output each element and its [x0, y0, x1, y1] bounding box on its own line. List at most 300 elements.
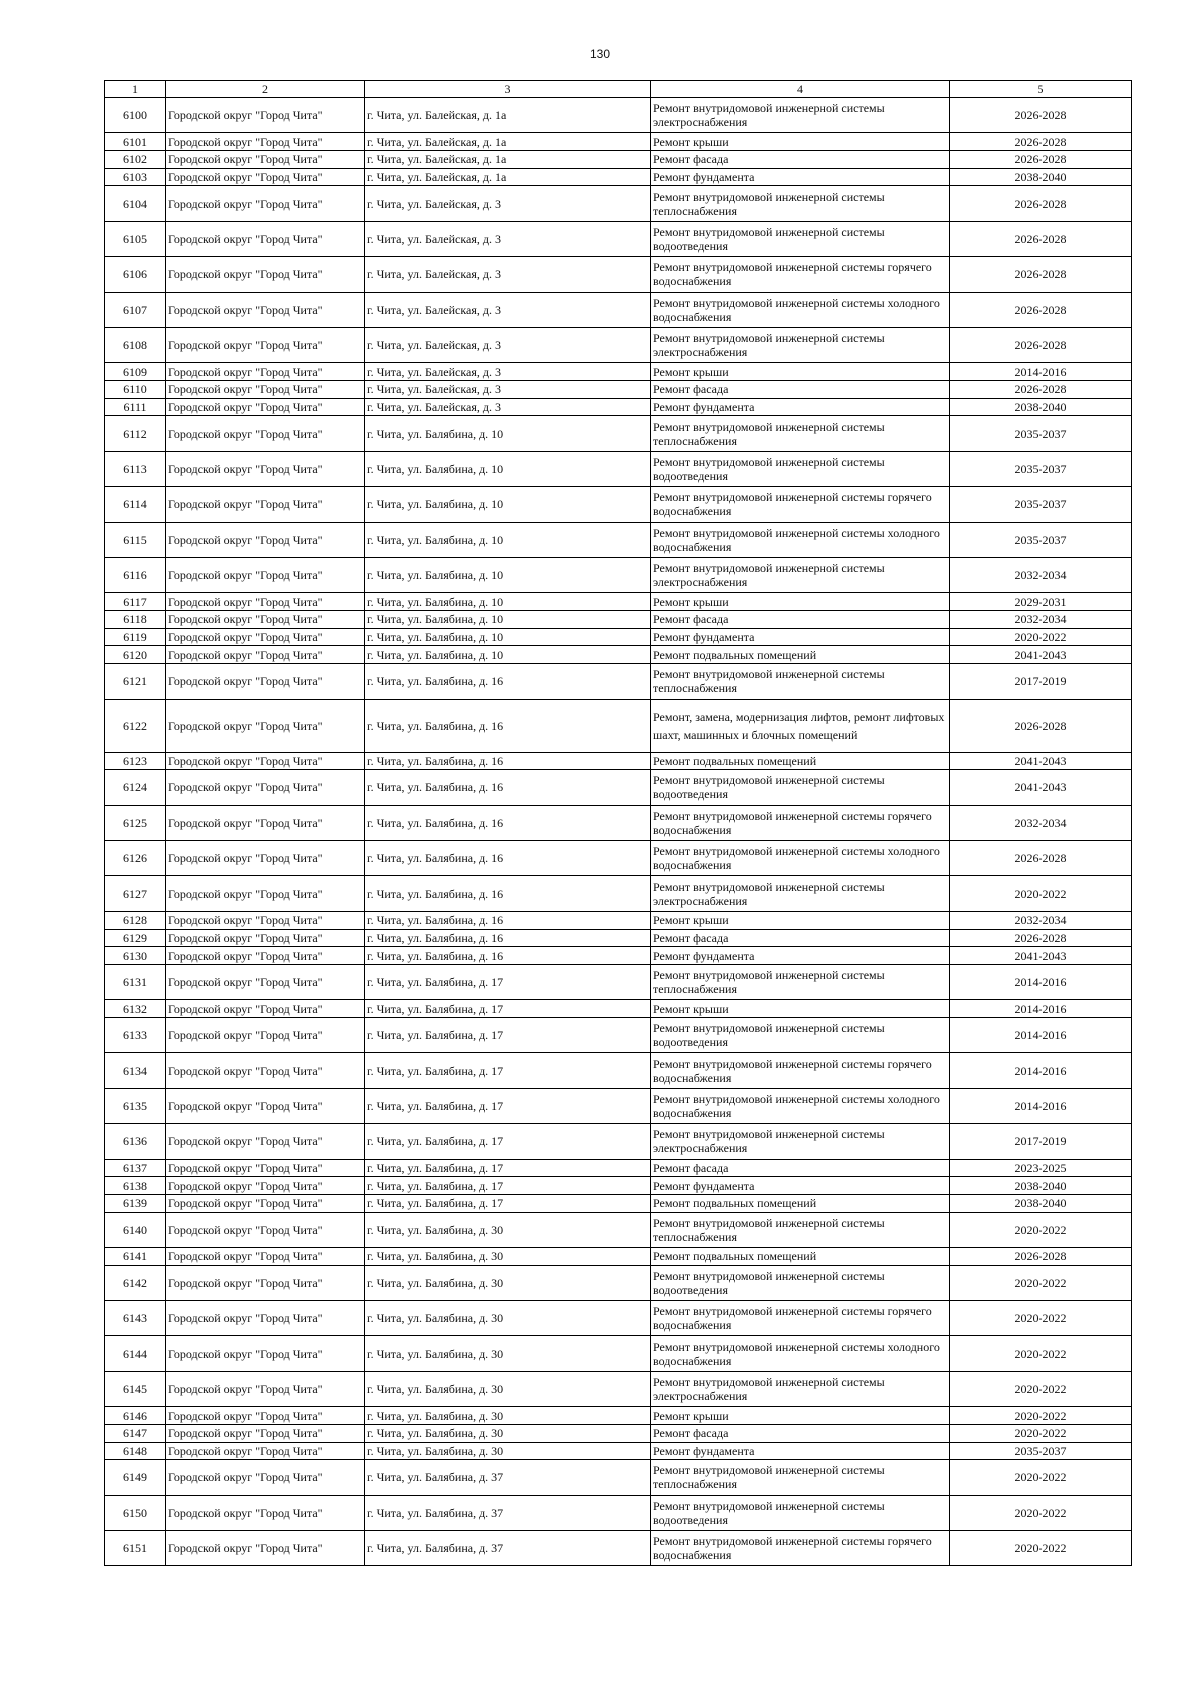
planned-period-cell: 2035-2037 [950, 1442, 1132, 1460]
municipality-cell: Городской округ "Город Чита" [166, 522, 365, 557]
row-number: 6128 [105, 911, 166, 929]
work-type-cell: Ремонт внутридомовой инженерной системы водоотведения [651, 1495, 950, 1530]
table-row [105, 1053, 1132, 1088]
work-type-cell: Ремонт внутридомовой инженерной системы водоотведения [651, 221, 950, 256]
address-cell: г. Чита, ул. Балябина, д. 16 [365, 664, 651, 699]
row-number: 6138 [105, 1177, 166, 1195]
planned-period-cell: 2038-2040 [950, 1194, 1132, 1212]
address-cell: г. Чита, ул. Балябина, д. 16 [365, 752, 651, 770]
work-type-cell: Ремонт фундамента [651, 628, 950, 646]
address-cell: г. Чита, ул. Балейская, д. 3 [365, 381, 651, 399]
address-cell: г. Чита, ул. Балейская, д. 1а [365, 168, 651, 186]
table-row [105, 664, 1132, 699]
planned-period-cell: 2029-2031 [950, 593, 1132, 611]
address-cell: г. Чита, ул. Балябина, д. 37 [365, 1495, 651, 1530]
planned-period-cell: 2032-2034 [950, 611, 1132, 629]
municipality-cell: Городской округ "Город Чита" [166, 1531, 365, 1566]
planned-period-cell: 2020-2022 [950, 1301, 1132, 1336]
work-type-cell: Ремонт крыши [651, 911, 950, 929]
planned-period-cell: 2026-2028 [950, 1247, 1132, 1265]
table-row [105, 1407, 1132, 1425]
planned-period-cell: 2035-2037 [950, 416, 1132, 451]
work-type-cell: Ремонт внутридомовой инженерной системы горячего водоснабжения [651, 487, 950, 522]
municipality-cell: Городской округ "Город Чита" [166, 947, 365, 965]
row-number: 6101 [105, 133, 166, 151]
repair-schedule-table [104, 80, 1132, 1566]
work-type-cell: Ремонт внутридомовой инженерной системы горячего водоснабжения [651, 257, 950, 292]
planned-period-cell: 2026-2028 [950, 699, 1132, 752]
municipality-cell: Городской округ "Город Чита" [166, 1301, 365, 1336]
table-row [105, 752, 1132, 770]
address-cell: г. Чита, ул. Балябина, д. 17 [365, 1194, 651, 1212]
work-type-cell: Ремонт фундамента [651, 398, 950, 416]
municipality-cell: Городской округ "Город Чита" [166, 292, 365, 327]
address-cell: г. Чита, ул. Балябина, д. 10 [365, 628, 651, 646]
municipality-cell: Городской округ "Город Чита" [166, 257, 365, 292]
work-type-cell: Ремонт фундамента [651, 168, 950, 186]
row-number: 6121 [105, 664, 166, 699]
address-cell: г. Чита, ул. Балябина, д. 10 [365, 593, 651, 611]
row-number: 6142 [105, 1265, 166, 1300]
planned-period-cell: 2032-2034 [950, 805, 1132, 840]
column-header: 1 [105, 81, 166, 98]
table-row [105, 221, 1132, 256]
table-row [105, 558, 1132, 593]
municipality-cell: Городской округ "Город Чита" [166, 911, 365, 929]
row-number: 6116 [105, 558, 166, 593]
planned-period-cell: 2014-2016 [950, 363, 1132, 381]
work-type-cell: Ремонт внутридомовой инженерной системы теплоснабжения [651, 416, 950, 451]
planned-period-cell: 2020-2022 [950, 1371, 1132, 1406]
address-cell: г. Чита, ул. Балябина, д. 30 [365, 1407, 651, 1425]
table-row [105, 416, 1132, 451]
work-type-cell: Ремонт внутридомовой инженерной системы электроснабжения [651, 876, 950, 911]
municipality-cell: Городской округ "Город Чита" [166, 646, 365, 664]
table-row [105, 699, 1132, 752]
municipality-cell: Городской округ "Город Чита" [166, 381, 365, 399]
address-cell: г. Чита, ул. Балейская, д. 3 [365, 221, 651, 256]
address-cell: г. Чита, ул. Балябина, д. 10 [365, 416, 651, 451]
municipality-cell: Городской округ "Город Чита" [166, 1124, 365, 1159]
table-row [105, 911, 1132, 929]
table-row [105, 151, 1132, 169]
planned-period-cell: 2023-2025 [950, 1159, 1132, 1177]
table-row [105, 947, 1132, 965]
address-cell: г. Чита, ул. Балейская, д. 3 [365, 363, 651, 381]
address-cell: г. Чита, ул. Балябина, д. 10 [365, 558, 651, 593]
work-type-cell: Ремонт внутридомовой инженерной системы электроснабжения [651, 558, 950, 593]
municipality-cell: Городской округ "Город Чита" [166, 168, 365, 186]
work-type-cell: Ремонт внутридомовой инженерной системы теплоснабжения [651, 964, 950, 999]
page-number: 130 [589, 47, 611, 61]
planned-period-cell: 2020-2022 [950, 628, 1132, 646]
column-header: 5 [950, 81, 1132, 98]
table-row [105, 1124, 1132, 1159]
planned-period-cell: 2020-2022 [950, 1460, 1132, 1495]
table-row [105, 257, 1132, 292]
planned-period-cell: 2035-2037 [950, 451, 1132, 486]
planned-period-cell: 2020-2022 [950, 1424, 1132, 1442]
work-type-cell: Ремонт фасада [651, 611, 950, 629]
municipality-cell: Городской округ "Город Чита" [166, 1000, 365, 1018]
work-type-cell: Ремонт внутридомовой инженерной системы электроснабжения [651, 1371, 950, 1406]
work-type-cell: Ремонт фасада [651, 1424, 950, 1442]
municipality-cell: Городской округ "Город Чита" [166, 593, 365, 611]
address-cell: г. Чита, ул. Балябина, д. 30 [365, 1442, 651, 1460]
municipality-cell: Городской округ "Город Чита" [166, 1088, 365, 1123]
table-row [105, 628, 1132, 646]
municipality-cell: Городской округ "Город Чита" [166, 221, 365, 256]
planned-period-cell: 2020-2022 [950, 876, 1132, 911]
work-type-cell: Ремонт крыши [651, 593, 950, 611]
row-number: 6136 [105, 1124, 166, 1159]
row-number: 6132 [105, 1000, 166, 1018]
address-cell: г. Чита, ул. Балябина, д. 30 [365, 1301, 651, 1336]
row-number: 6146 [105, 1407, 166, 1425]
municipality-cell: Городской округ "Город Чита" [166, 398, 365, 416]
address-cell: г. Чита, ул. Балябина, д. 17 [365, 1017, 651, 1052]
row-number: 6105 [105, 221, 166, 256]
address-cell: г. Чита, ул. Балябина, д. 10 [365, 646, 651, 664]
work-type-cell: Ремонт внутридомовой инженерной системы водоотведения [651, 1017, 950, 1052]
table-row [105, 381, 1132, 399]
row-number: 6143 [105, 1301, 166, 1336]
address-cell: г. Чита, ул. Балябина, д. 17 [365, 1000, 651, 1018]
address-cell: г. Чита, ул. Балябина, д. 30 [365, 1371, 651, 1406]
work-type-cell: Ремонт внутридомовой инженерной системы электроснабжения [651, 98, 950, 133]
row-number: 6122 [105, 699, 166, 752]
row-number: 6100 [105, 98, 166, 133]
row-number: 6103 [105, 168, 166, 186]
address-cell: г. Чита, ул. Балябина, д. 17 [365, 1124, 651, 1159]
planned-period-cell: 2032-2034 [950, 911, 1132, 929]
planned-period-cell: 2026-2028 [950, 929, 1132, 947]
work-type-cell: Ремонт внутридомовой инженерной системы теплоснабжения [651, 186, 950, 221]
work-type-cell: Ремонт внутридомовой инженерной системы теплоснабжения [651, 1212, 950, 1247]
municipality-cell: Городской округ "Город Чита" [166, 699, 365, 752]
address-cell: г. Чита, ул. Балейская, д. 3 [365, 292, 651, 327]
address-cell: г. Чита, ул. Балябина, д. 16 [365, 929, 651, 947]
work-type-cell: Ремонт подвальных помещений [651, 1194, 950, 1212]
table-row [105, 98, 1132, 133]
planned-period-cell: 2026-2028 [950, 257, 1132, 292]
planned-period-cell: 2014-2016 [950, 964, 1132, 999]
address-cell: г. Чита, ул. Балябина, д. 10 [365, 487, 651, 522]
row-number: 6124 [105, 770, 166, 805]
municipality-cell: Городской округ "Город Чита" [166, 186, 365, 221]
work-type-cell: Ремонт внутридомовой инженерной системы горячего водоснабжения [651, 1301, 950, 1336]
row-number: 6140 [105, 1212, 166, 1247]
table-row [105, 964, 1132, 999]
planned-period-cell: 2017-2019 [950, 664, 1132, 699]
planned-period-cell: 2020-2022 [950, 1495, 1132, 1530]
address-cell: г. Чита, ул. Балябина, д. 37 [365, 1460, 651, 1495]
row-number: 6131 [105, 964, 166, 999]
work-type-cell: Ремонт внутридомовой инженерной системы холодного водоснабжения [651, 522, 950, 557]
work-type-cell: Ремонт фасада [651, 151, 950, 169]
row-number: 6129 [105, 929, 166, 947]
table-row [105, 1265, 1132, 1300]
row-number: 6119 [105, 628, 166, 646]
municipality-cell: Городской округ "Город Чита" [166, 151, 365, 169]
row-number: 6118 [105, 611, 166, 629]
table-row [105, 1531, 1132, 1566]
row-number: 6141 [105, 1247, 166, 1265]
table-row [105, 646, 1132, 664]
planned-period-cell: 2014-2016 [950, 1017, 1132, 1052]
address-cell: г. Чита, ул. Балябина, д. 37 [365, 1531, 651, 1566]
row-number: 6127 [105, 876, 166, 911]
address-cell: г. Чита, ул. Балябина, д. 16 [365, 876, 651, 911]
planned-period-cell: 2014-2016 [950, 1053, 1132, 1088]
municipality-cell: Городской округ "Город Чита" [166, 558, 365, 593]
planned-period-cell: 2014-2016 [950, 1088, 1132, 1123]
table-row [105, 1460, 1132, 1495]
work-type-cell: Ремонт крыши [651, 1000, 950, 1018]
table-row [105, 1194, 1132, 1212]
row-number: 6150 [105, 1495, 166, 1530]
address-cell: г. Чита, ул. Балябина, д. 30 [365, 1265, 651, 1300]
address-cell: г. Чита, ул. Балейская, д. 3 [365, 257, 651, 292]
municipality-cell: Городской округ "Город Чита" [166, 1053, 365, 1088]
table-row [105, 1177, 1132, 1195]
planned-period-cell: 2017-2019 [950, 1124, 1132, 1159]
address-cell: г. Чита, ул. Балябина, д. 16 [365, 911, 651, 929]
municipality-cell: Городской округ "Город Чита" [166, 98, 365, 133]
work-type-cell: Ремонт фундамента [651, 1177, 950, 1195]
municipality-cell: Городской округ "Город Чита" [166, 628, 365, 646]
table-row [105, 593, 1132, 611]
work-type-cell: Ремонт фундамента [651, 1442, 950, 1460]
address-cell: г. Чита, ул. Балябина, д. 17 [365, 1177, 651, 1195]
address-cell: г. Чита, ул. Балябина, д. 30 [365, 1336, 651, 1371]
row-number: 6113 [105, 451, 166, 486]
row-number: 6114 [105, 487, 166, 522]
table-row [105, 1336, 1132, 1371]
row-number: 6137 [105, 1159, 166, 1177]
work-type-cell: Ремонт внутридомовой инженерной системы теплоснабжения [651, 1460, 950, 1495]
planned-period-cell: 2020-2022 [950, 1265, 1132, 1300]
municipality-cell: Городской округ "Город Чита" [166, 611, 365, 629]
municipality-cell: Городской округ "Город Чита" [166, 487, 365, 522]
table-row [105, 1247, 1132, 1265]
row-number: 6151 [105, 1531, 166, 1566]
address-cell: г. Чита, ул. Балябина, д. 30 [365, 1247, 651, 1265]
column-header: 2 [166, 81, 365, 98]
table-row [105, 186, 1132, 221]
municipality-cell: Городской округ "Город Чита" [166, 133, 365, 151]
address-cell: г. Чита, ул. Балейская, д. 3 [365, 398, 651, 416]
row-number: 6135 [105, 1088, 166, 1123]
row-number: 6148 [105, 1442, 166, 1460]
address-cell: г. Чита, ул. Балейская, д. 1а [365, 98, 651, 133]
work-type-cell: Ремонт внутридомовой инженерной системы горячего водоснабжения [651, 1531, 950, 1566]
row-number: 6106 [105, 257, 166, 292]
municipality-cell: Городской округ "Город Чита" [166, 1194, 365, 1212]
work-type-cell: Ремонт подвальных помещений [651, 646, 950, 664]
address-cell: г. Чита, ул. Балябина, д. 17 [365, 1053, 651, 1088]
planned-period-cell: 2035-2037 [950, 522, 1132, 557]
planned-period-cell: 2038-2040 [950, 168, 1132, 186]
planned-period-cell: 2026-2028 [950, 186, 1132, 221]
row-number: 6107 [105, 292, 166, 327]
table-row [105, 1000, 1132, 1018]
work-type-cell: Ремонт крыши [651, 1407, 950, 1425]
municipality-cell: Городской округ "Город Чита" [166, 1177, 365, 1195]
planned-period-cell: 2032-2034 [950, 558, 1132, 593]
work-type-cell: Ремонт внутридомовой инженерной системы электроснабжения [651, 1124, 950, 1159]
work-type-cell: Ремонт подвальных помещений [651, 1247, 950, 1265]
table-row [105, 770, 1132, 805]
address-cell: г. Чита, ул. Балябина, д. 16 [365, 699, 651, 752]
row-number: 6126 [105, 841, 166, 876]
table-row [105, 1424, 1132, 1442]
address-cell: г. Чита, ул. Балябина, д. 10 [365, 451, 651, 486]
planned-period-cell: 2020-2022 [950, 1407, 1132, 1425]
municipality-cell: Городской округ "Город Чита" [166, 1212, 365, 1247]
address-cell: г. Чита, ул. Балябина, д. 30 [365, 1424, 651, 1442]
municipality-cell: Городской округ "Город Чита" [166, 805, 365, 840]
row-number: 6109 [105, 363, 166, 381]
row-number: 6144 [105, 1336, 166, 1371]
work-type-cell: Ремонт внутридомовой инженерной системы водоотведения [651, 770, 950, 805]
municipality-cell: Городской округ "Город Чита" [166, 1424, 365, 1442]
table-row [105, 363, 1132, 381]
planned-period-cell: 2020-2022 [950, 1212, 1132, 1247]
address-cell: г. Чита, ул. Балябина, д. 16 [365, 947, 651, 965]
planned-period-cell: 2020-2022 [950, 1336, 1132, 1371]
column-header-row [105, 81, 1132, 98]
row-number: 6139 [105, 1194, 166, 1212]
address-cell: г. Чита, ул. Балябина, д. 10 [365, 522, 651, 557]
table-row [105, 841, 1132, 876]
address-cell: г. Чита, ул. Балябина, д. 17 [365, 964, 651, 999]
work-type-cell: Ремонт внутридомовой инженерной системы холодного водоснабжения [651, 1336, 950, 1371]
planned-period-cell: 2041-2043 [950, 947, 1132, 965]
table-row [105, 1212, 1132, 1247]
address-cell: г. Чита, ул. Балейская, д. 3 [365, 328, 651, 363]
table-row [105, 1159, 1132, 1177]
address-cell: г. Чита, ул. Балейская, д. 3 [365, 186, 651, 221]
work-type-cell: Ремонт внутридомовой инженерной системы горячего водоснабжения [651, 1053, 950, 1088]
table-row [105, 1371, 1132, 1406]
municipality-cell: Городской округ "Город Чита" [166, 1336, 365, 1371]
table-row [105, 133, 1132, 151]
table-row [105, 876, 1132, 911]
row-number: 6102 [105, 151, 166, 169]
table-row [105, 398, 1132, 416]
work-type-cell: Ремонт фасада [651, 929, 950, 947]
table-row [105, 487, 1132, 522]
municipality-cell: Городской округ "Город Чита" [166, 841, 365, 876]
column-header: 3 [365, 81, 651, 98]
planned-period-cell: 2035-2037 [950, 487, 1132, 522]
planned-period-cell: 2026-2028 [950, 841, 1132, 876]
row-number: 6145 [105, 1371, 166, 1406]
row-number: 6130 [105, 947, 166, 965]
municipality-cell: Городской округ "Город Чита" [166, 752, 365, 770]
municipality-cell: Городской округ "Город Чита" [166, 770, 365, 805]
planned-period-cell: 2041-2043 [950, 770, 1132, 805]
row-number: 6111 [105, 398, 166, 416]
table-row [105, 292, 1132, 327]
address-cell: г. Чита, ул. Балябина, д. 16 [365, 841, 651, 876]
municipality-cell: Городской округ "Город Чита" [166, 929, 365, 947]
table-row [105, 1495, 1132, 1530]
municipality-cell: Городской округ "Город Чита" [166, 416, 365, 451]
municipality-cell: Городской округ "Город Чита" [166, 328, 365, 363]
address-cell: г. Чита, ул. Балябина, д. 10 [365, 611, 651, 629]
work-type-cell: Ремонт внутридомовой инженерной системы холодного водоснабжения [651, 292, 950, 327]
address-cell: г. Чита, ул. Балейская, д. 1а [365, 151, 651, 169]
work-type-cell: Ремонт внутридомовой инженерной системы горячего водоснабжения [651, 805, 950, 840]
planned-period-cell: 2014-2016 [950, 1000, 1132, 1018]
planned-period-cell: 2026-2028 [950, 221, 1132, 256]
planned-period-cell: 2026-2028 [950, 98, 1132, 133]
municipality-cell: Городской округ "Город Чита" [166, 363, 365, 381]
row-number: 6125 [105, 805, 166, 840]
work-type-cell: Ремонт внутридомовой инженерной системы водоотведения [651, 1265, 950, 1300]
work-type-cell: Ремонт крыши [651, 133, 950, 151]
row-number: 6110 [105, 381, 166, 399]
planned-period-cell: 2041-2043 [950, 646, 1132, 664]
row-number: 6104 [105, 186, 166, 221]
row-number: 6117 [105, 593, 166, 611]
municipality-cell: Городской округ "Город Чита" [166, 1407, 365, 1425]
work-type-cell: Ремонт внутридомовой инженерной системы теплоснабжения [651, 664, 950, 699]
row-number: 6133 [105, 1017, 166, 1052]
planned-period-cell: 2020-2022 [950, 1531, 1132, 1566]
municipality-cell: Городской округ "Город Чита" [166, 1495, 365, 1530]
work-type-cell: Ремонт фундамента [651, 947, 950, 965]
municipality-cell: Городской округ "Город Чита" [166, 1460, 365, 1495]
work-type-cell: Ремонт фасада [651, 1159, 950, 1177]
planned-period-cell: 2026-2028 [950, 151, 1132, 169]
municipality-cell: Городской округ "Город Чита" [166, 1159, 365, 1177]
planned-period-cell: 2026-2028 [950, 381, 1132, 399]
planned-period-cell: 2038-2040 [950, 398, 1132, 416]
row-number: 6120 [105, 646, 166, 664]
table-row [105, 1017, 1132, 1052]
column-header: 4 [651, 81, 950, 98]
address-cell: г. Чита, ул. Балейская, д. 1а [365, 133, 651, 151]
table-row [105, 611, 1132, 629]
address-cell: г. Чита, ул. Балябина, д. 17 [365, 1088, 651, 1123]
municipality-cell: Городской округ "Город Чита" [166, 451, 365, 486]
table-body [105, 81, 1132, 1566]
row-number: 6134 [105, 1053, 166, 1088]
municipality-cell: Городской округ "Город Чита" [166, 876, 365, 911]
address-cell: г. Чита, ул. Балябина, д. 16 [365, 770, 651, 805]
work-type-cell: Ремонт фасада [651, 381, 950, 399]
work-type-cell: Ремонт подвальных помещений [651, 752, 950, 770]
row-number: 6112 [105, 416, 166, 451]
table-row [105, 522, 1132, 557]
planned-period-cell: 2041-2043 [950, 752, 1132, 770]
municipality-cell: Городской округ "Город Чита" [166, 664, 365, 699]
municipality-cell: Городской округ "Город Чита" [166, 1371, 365, 1406]
municipality-cell: Городской округ "Город Чита" [166, 1265, 365, 1300]
table-row [105, 1442, 1132, 1460]
work-type-cell: Ремонт крыши [651, 363, 950, 381]
row-number: 6115 [105, 522, 166, 557]
table-row [105, 1088, 1132, 1123]
planned-period-cell: 2026-2028 [950, 292, 1132, 327]
planned-period-cell: 2038-2040 [950, 1177, 1132, 1195]
table-row [105, 1301, 1132, 1336]
address-cell: г. Чита, ул. Балябина, д. 30 [365, 1212, 651, 1247]
work-type-cell: Ремонт внутридомовой инженерной системы водоотведения [651, 451, 950, 486]
